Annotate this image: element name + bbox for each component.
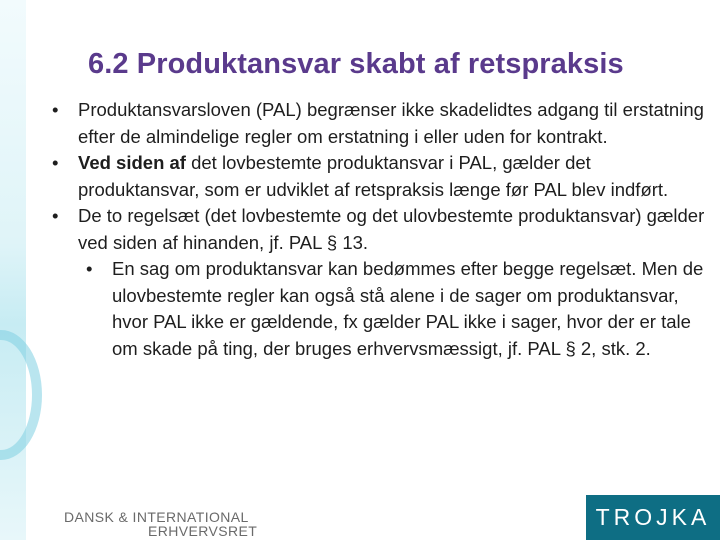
bullet-text-2-bold: Ved siden af [78,152,186,173]
footer-org-name [64,510,257,538]
bullet-item-1 [52,97,716,150]
sub-bullet-list [78,256,716,362]
sub-bullet-text-1: En sag om produktansvar kan bedømmes efter begge regelsæt. Men de ulovbestemte regler kan også stå alene i de sager om produktansvar, hvor PAL ikke er gældende, fx gælder PAL ikke i sager, hvor der er tale om skade på ting, der bruges erhvervsmæssigt, jf. PAL § 2, stk. 2. [112,258,704,359]
bullet-item-2 [52,150,716,203]
sub-bullet-item-1 [78,256,716,362]
left-decoration [0,0,26,540]
bullet-item-3 [52,203,716,362]
bullet-list [52,97,716,362]
slide-title: 6.2 Produktansvar skabt af retspraksis [88,48,624,80]
footer-org-line2: ERHVERVSRET [148,523,258,539]
decorative-ring-shape [0,330,42,460]
publisher-logo [586,495,720,540]
bullet-text-2: det lovbestemte produktansvar i PAL, gælder det produktansvar, som er udviklet af retspraksis længe før PAL blev indført. [78,152,669,200]
slide-content [52,97,716,362]
footer-org-line1: DANSK & INTERNATIONAL [64,509,249,525]
bullet-text-1: Produktansvarsloven (PAL) begrænser ikke skadelidtes adgang til erstatning efter de almindelige regler om erstatning i eller uden for kontrakt. [78,99,704,147]
publisher-logo-text: TROJKA [595,504,711,530]
bullet-text-3: De to regelsæt (det lovbestemte og det ulovbestemte produktansvar) gælder ved siden af hinanden, jf. PAL § 13. [78,205,705,253]
